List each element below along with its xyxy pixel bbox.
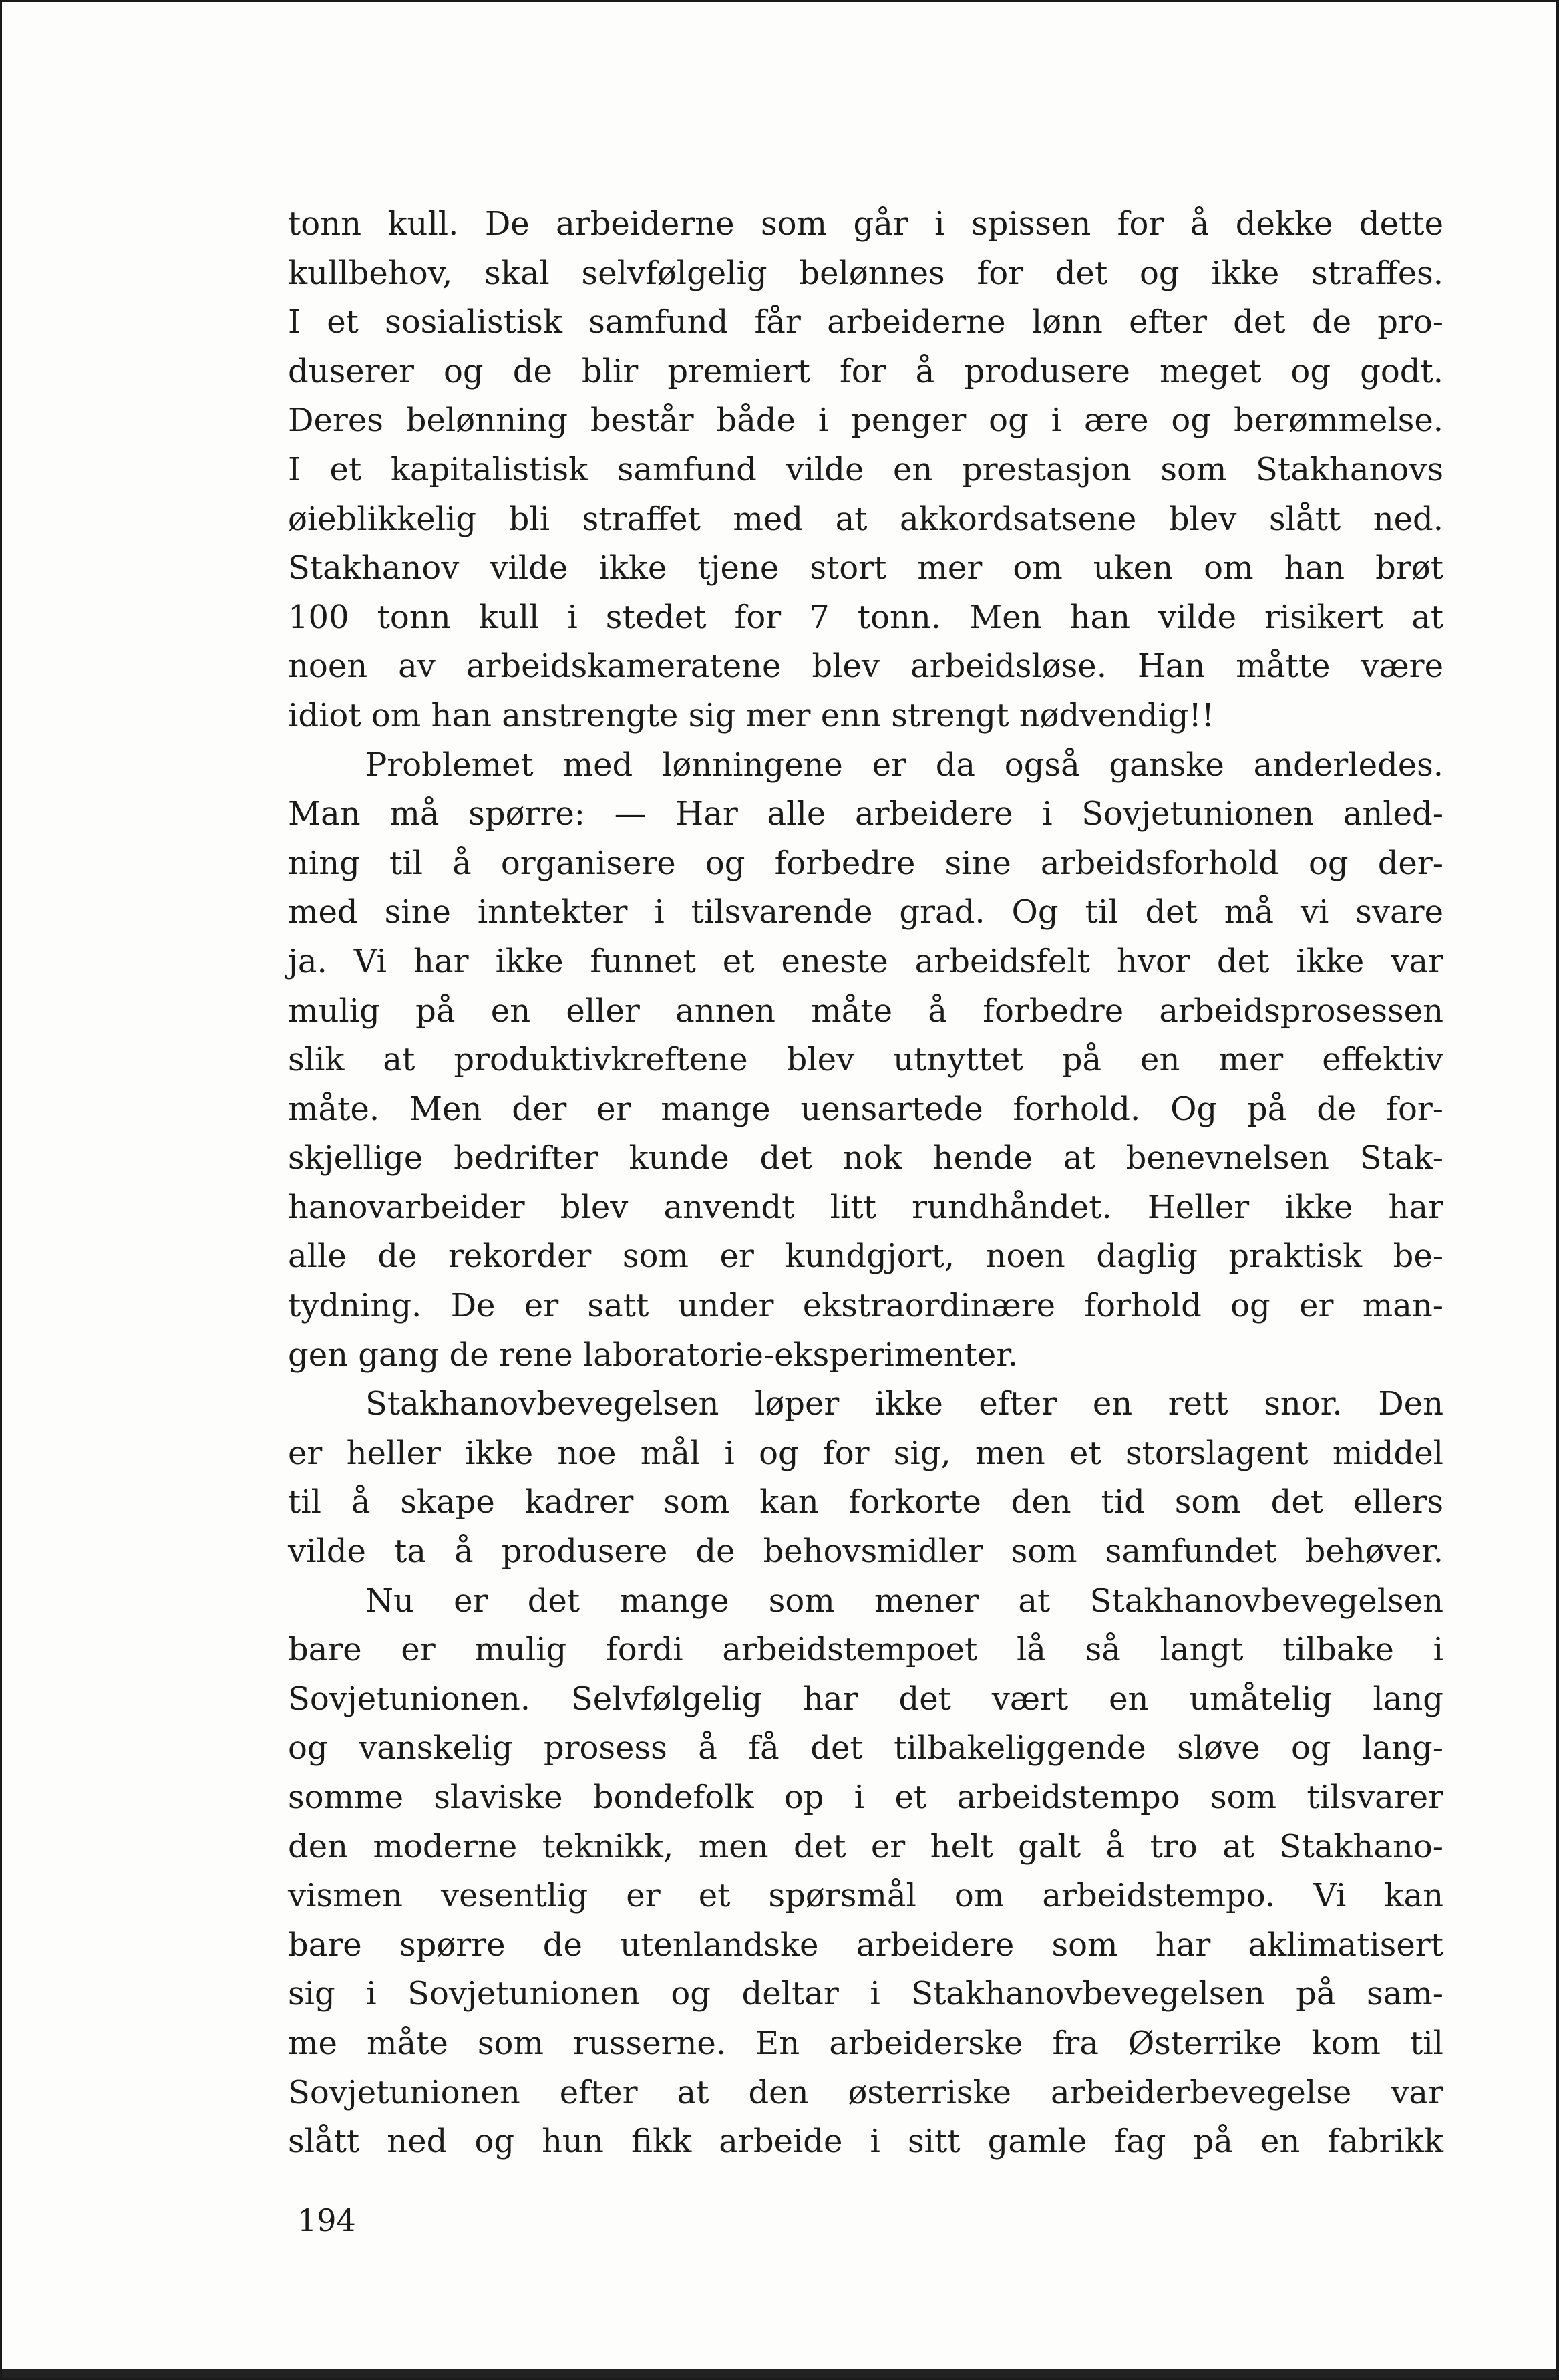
text-line: somme slaviske bondefolk op i et arbeidstempo som tilsvarer [288, 1779, 1443, 1816]
text-line: bare er mulig fordi arbeidstempoet lå så langt tilbake i [288, 1631, 1443, 1669]
text-line: noen av arbeidskameratene blev arbeidsløse. Han måtte være [288, 647, 1443, 686]
text-line: slik at produktivkreftene blev utnyttet på en mer effektiv [288, 1041, 1443, 1079]
text-line: skjellige bedrifter kunde det nok hende at benevnelsen Stak- [288, 1139, 1443, 1177]
text-line: 100 tonn kull i stedet for 7 tonn. Men han vilde risikert at [288, 598, 1443, 636]
text-line: bare spørre de utenlandske arbeidere som har aklimatisert [288, 1926, 1443, 1964]
text-line: Sovjetunionen. Selvfølgelig har det vært en umåtelig lang [288, 1680, 1443, 1718]
paragraph-start-line: Problemet med lønningene er da også ganske anderledes. [365, 746, 1443, 784]
text-line: måte. Men der er mange uensartede forhold. Og på de for- [288, 1090, 1443, 1128]
text-line: til å skape kadrer som kan forkorte den tid som det ellers [288, 1483, 1443, 1521]
paragraph-start-line: Stakhanovbevegelsen løper ikke efter en rett snor. Den [365, 1385, 1443, 1423]
text-line: er heller ikke noe mål i og for sig, men et storslagent middel [288, 1434, 1443, 1472]
page-number: 194 [297, 2202, 356, 2238]
text-line: duserer og de blir premiert for å produsere meget og godt. [288, 352, 1443, 390]
text-line: ning til å organisere og forbedre sine arbeidsforhold og der- [288, 844, 1443, 882]
body-text [288, 200, 1443, 2167]
text-line: alle de rekorder som er kundgjort, noen daglig praktisk be- [288, 1237, 1443, 1276]
text-line: vilde ta å produsere de behovsmidler som samfundet behøver. [288, 1533, 1443, 1571]
text-line: slått ned og hun fikk arbeide i sitt gamle fag på en fabrikk [288, 2123, 1443, 2161]
text-line: gen gang de rene laboratorie-eksperimenter. [288, 1336, 1019, 1374]
text-line: kullbehov, skal selvfølgelig belønnes for det og ikke straffes. [288, 254, 1443, 292]
text-line: tonn kull. De arbeiderne som går i spissen for å dekke dette [288, 205, 1443, 243]
paragraph-start-line: Nu er det mange som mener at Stakhanovbevegelsen [365, 1582, 1443, 1620]
text-line: den moderne teknikk, men det er helt galt å tro at Stakhano- [288, 1827, 1443, 1866]
text-line: og vanskelig prosess å få det tilbakeliggende sløve og lang- [288, 1729, 1443, 1767]
text-line: idiot om han anstrengte sig mer enn strengt nødvendig!! [288, 696, 1215, 734]
text-line: Stakhanov vilde ikke tjene stort mer om uken om han brøt [288, 549, 1443, 587]
text-line: hanovarbeider blev anvendt litt rundhåndet. Heller ikke har [288, 1188, 1443, 1226]
text-line: med sine inntekter i tilsvarende grad. Og til det må vi svare [288, 893, 1443, 931]
text-line: Man må spørre: — Har alle arbeidere i Sovjetunionen anled- [288, 795, 1443, 833]
text-line: me måte som russerne. En arbeiderske fra Østerrike kom til [288, 2024, 1443, 2062]
text-line: Deres belønning består både i penger og i ære og berømmelse. [288, 402, 1443, 440]
text-line: mulig på en eller annen måte å forbedre arbeidsprosessen [288, 992, 1443, 1030]
text-line: Sovjetunionen efter at den østerriske arbeiderbevegelse var [288, 2073, 1443, 2111]
text-line: ja. Vi har ikke funnet et eneste arbeidsfelt hvor det ikke var [288, 942, 1443, 980]
text-line: I et kapitalistisk samfund vilde en prestasjon som Stakhanovs [288, 450, 1443, 488]
text-line: øieblikkelig bli straffet med at akkordsatsene blev slått ned. [288, 500, 1443, 538]
text-line: vismen vesentlig er et spørsmål om arbeidstempo. Vi kan [288, 1877, 1443, 1915]
text-line: tydning. De er satt under ekstraordinære forhold og er man- [288, 1287, 1443, 1325]
text-line: sig i Sovjetunionen og deltar i Stakhanovbevegelsen på sam- [288, 1975, 1443, 2013]
text-line: I et sosialistisk samfund får arbeiderne lønn efter det de pro- [288, 303, 1443, 341]
